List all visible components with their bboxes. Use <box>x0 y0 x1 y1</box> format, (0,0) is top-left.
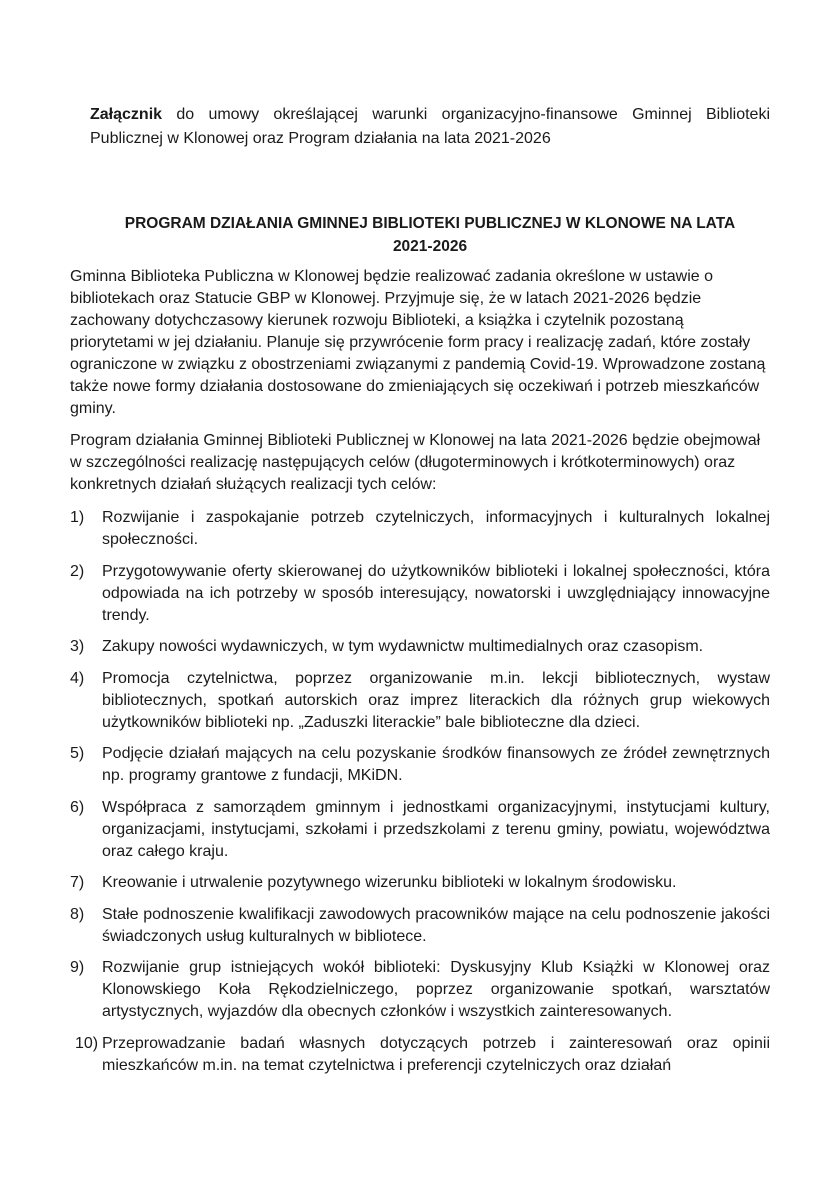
document-title <box>80 212 780 258</box>
list-item <box>70 957 770 1023</box>
list-item <box>70 507 770 551</box>
list-item-number: 3) <box>70 638 85 655</box>
list-item-text: Przeprowadzanie badań własnych dotyczących potrzeb i zainteresowań oraz opinii mieszkańców m.in. na temat czytelnictwa i preferencji czytelniczych oraz działań <box>102 1034 770 1074</box>
list-item-text: Kreowanie i utrwalenie pozytywnego wizerunku biblioteki w lokalnym środowisku. <box>102 874 677 891</box>
list-item-text: Współpraca z samorządem gminnym i jednostkami organizacyjnymi, instytucjami kultury, organizacjami, instytucjami, szkołami i przedszkolami z terenu gminy, powiatu, województwa oraz całego kraju. <box>102 798 770 860</box>
list-item-number: 10) <box>75 1034 99 1052</box>
list-item-text: Zakupy nowości wydawniczych, w tym wydawnictw multimedialnych oraz czasopism. <box>102 638 704 655</box>
list-item-number: 6) <box>70 798 85 816</box>
list-item-number: 2) <box>70 562 85 580</box>
document-title-line-2: 2021-2026 <box>392 238 468 255</box>
intro-paragraph: Gminna Biblioteka Publiczna w Klonowej będzie realizować zadania określone w ustawie o bibliotekach oraz Statucie GBP w Klonowej. Przyjmuje się, że w latach 2021-2026 będzie zachowany dotychczasowy kierunek rozwoju Biblioteki, a książka i czytelnik pozostaną priorytetami w jej działaniu. Planuje się przywrócenie form pracy i realizację zadań, które zostały ograniczone w związku z obostrzeniami związanymi z pandemią Covid-19. Wprowadzone zostaną także nowe formy działania dostosowane do zmieniających się oczekiwań i potrzeb mieszkańców gminy. <box>70 268 766 417</box>
list-item-text: Rozwijanie i zaspokajanie potrzeb czytelniczych, informacyjnych i kulturalnych lokalnej społeczności. <box>102 509 770 548</box>
goals-list <box>70 507 770 1086</box>
list-item <box>70 636 770 658</box>
list-item-text: Promocja czytelnictwa, poprzez organizowanie m.in. lekcji bibliotecznych, wystaw bibliotecznych, spotkań autorskich oraz imprez literackich dla różnych grup wiekowych użytkowników biblioteki np. „Zaduszki literackie” bale biblioteczne dla dzieci. <box>102 669 770 731</box>
list-item-text: Stałe podnoszenie kwalifikacji zawodowych pracowników mające na celu podnoszenie jakości świadczonych usług kulturalnych w bibliotece. <box>102 905 770 945</box>
list-item-text: Rozwijanie grup istniejących wokół biblioteki: Dyskusyjny Klub Książki w Klonowej oraz Klonowskiego Koła Rękodzielniczego, poprzez organizowanie spotkań, warsztatów artystycznych, wyjazdów dla obecnych członków i wszystkich zainteresowanych. <box>102 959 770 1020</box>
list-item <box>70 561 770 627</box>
list-item <box>70 1033 770 1077</box>
list-item-text: Przygotowywanie oferty skierowanej do użytkowników biblioteki i lokalnej społeczności, która odpowiada na ich potrzeby w sposób interesujący, nowatorski i uwzględniający innowacyjne trendy. <box>102 562 770 624</box>
list-item-number: 5) <box>70 745 85 762</box>
list-item-number: 9) <box>70 959 85 976</box>
list-item <box>70 668 770 734</box>
attachment-note <box>90 103 770 151</box>
list-item-text: Podjęcie działań mających na celu pozyskanie środków finansowych ze źródeł zewnętrznych np. programy grantowe z fundacji, MKiDN. <box>102 745 770 784</box>
list-item <box>70 872 770 894</box>
list-item-number: 4) <box>70 669 85 687</box>
list-item-number: 7) <box>70 874 85 891</box>
attachment-note-text: do umowy określającej warunki organizacyjno-finansowe Gminnej Biblioteki Publicznej w Klonowej oraz Program działania na lata 2021-2026 <box>90 106 770 147</box>
list-item <box>70 904 770 948</box>
list-item <box>70 743 770 787</box>
program-scope-paragraph: Program działania Gminnej Biblioteki Publicznej w Klonowej na lata 2021-2026 będzie obejmował w szczególności realizację następujących celów (długoterminowych i krótkoterminowych) oraz konkretnych działań służących realizacji tych celów: <box>70 432 761 493</box>
list-item <box>70 797 770 863</box>
document-title-line-1: PROGRAM DZIAŁANIA GMINNEJ BIBLIOTEKI PUBLICZNEJ W KLONOWE NA LATA <box>124 215 736 232</box>
list-item-number: 1) <box>70 509 85 526</box>
list-item-number: 8) <box>70 905 85 923</box>
attachment-note-lead: Załącznik <box>90 106 163 123</box>
